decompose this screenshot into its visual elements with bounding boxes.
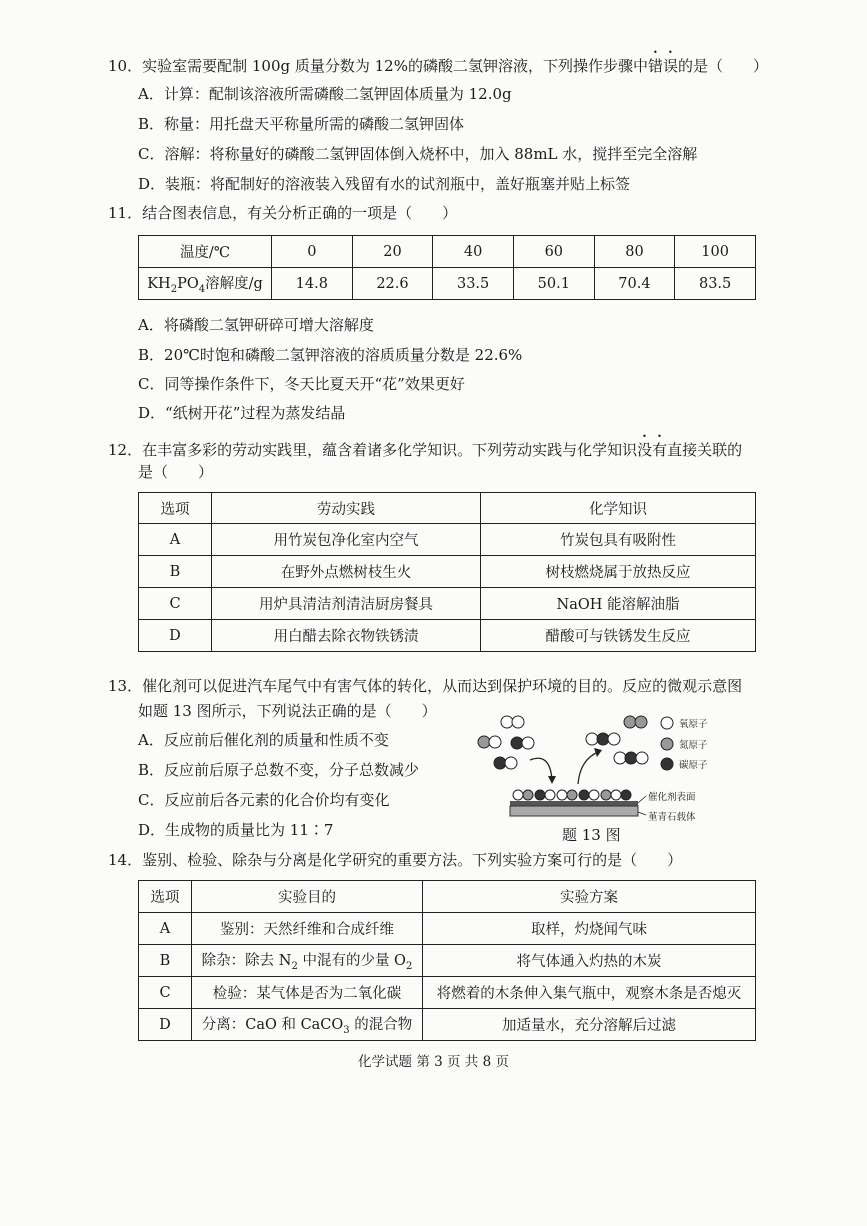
temp-cell: 0 [272,236,353,268]
q10-option-c: C．溶解：将称量好的磷酸二氢钾固体倒入烧杯中，加入 88mL 水，搅拌至完全溶解 [138,145,698,163]
q13-option-a: A．反应前后催化剂的质量和性质不变 [138,731,389,749]
solubility-cell: 14.8 [272,268,353,300]
question-14-stem: 14．鉴别、检验、除杂与分离是化学研究的重要方法。下列实验方案可行的是（ ） [108,851,683,869]
label-carrier: 堇青石载体 [648,812,696,823]
header-option: 选项 [139,493,212,524]
legend-carbon: 碳原子 [679,760,708,771]
table-row: C 用炉具清洁剂清洁厨房餐具 NaOH 能溶解油脂 [139,588,756,620]
temp-cell: 60 [513,236,594,268]
question-13-stem-line2: 如题 13 图所示，下列说法正确的是（ ） [138,702,437,720]
q10-option-a: A．计算：配制该溶液所需磷酸二氢钾固体质量为 12.0g [138,85,512,103]
temperature-header: 温度/℃ [139,236,272,268]
table-row: D 用白醋去除衣物铁锈渍 醋酸可与铁锈发生反应 [139,620,756,652]
temp-cell: 40 [433,236,514,268]
q11-option-a: A．将磷酸二氢钾研碎可增大溶解度 [138,316,374,334]
solubility-cell: 83.5 [675,268,756,300]
page-footer: 化学试题 第 3 页 共 8 页 [358,1054,509,1070]
label-catalyst-surface: 催化剂表面 [648,792,696,803]
header-purpose: 实验目的 [192,881,423,913]
table-row: B 在野外点燃树枝生火 树枝燃烧属于放热反应 [139,556,756,588]
question-10-stem: 10．实验室需要配制 100g 质量分数为 12%的磷酸二氢钾溶液，下列操作步骤中错误的是（ ） [108,57,768,75]
question-12-stem: 12．在丰富多彩的劳动实践里，蕴含着诸多化学知识。下列劳动实践与化学知识没有直接关联的 [108,441,743,459]
figure-caption: 题 13 图 [562,826,621,844]
q11-option-c: C．同等操作条件下，冬天比夏天开“花”效果更好 [138,375,465,393]
header-plan: 实验方案 [423,881,756,913]
temp-cell: 20 [352,236,433,268]
table-row: A 用竹炭包净化室内空气 竹炭包具有吸附性 [139,524,756,556]
solubility-cell: 70.4 [594,268,675,300]
figure-13 [470,712,770,847]
question-11-stem: 11．结合图表信息，有关分析正确的一项是（ ） [108,204,458,222]
table-row: C 检验：某气体是否为二氧化碳 将燃着的木条伸入集气瓶中，观察木条是否熄灭 [139,977,756,1009]
question-13-stem: 13．催化剂可以促进汽车尾气中有害气体的转化，从而达到保护环境的目的。反应的微观示意图 [108,677,743,695]
emphasis-text: 没有 [637,441,668,459]
q13-option-b: B．反应前后原子总数不变，分子总数减少 [138,761,420,779]
q10-option-b: B．称量：用托盘天平称量所需的磷酸二氢钾固体 [138,115,465,133]
temp-cell: 100 [675,236,756,268]
table-row: A 鉴别：天然纤维和合成纤维 取样，灼烧闻气味 [139,913,756,945]
header-knowledge: 化学知识 [481,493,756,524]
emphasis-text: 错误 [647,57,678,75]
legend-oxygen: 氧原子 [679,719,708,730]
temp-cell: 80 [594,236,675,268]
solubility-header: $KH_2PO_4$溶解度/g [139,268,272,300]
experiment-table [138,880,756,1041]
solubility-cell: 50.1 [513,268,594,300]
q11-option-d: D．“纸树开花”过程为蒸发结晶 [138,404,346,422]
q10-option-d: D．装瓶：将配制好的溶液装入残留有水的试剂瓶中，盖好瓶塞并贴上标签 [138,175,631,193]
legend-nitrogen: 氮原子 [679,740,708,751]
reaction-micro-diagram [470,712,770,822]
q13-option-c: C．反应前后各元素的化合价均有变化 [138,791,390,809]
solubility-cell: 33.5 [433,268,514,300]
header-option: 选项 [139,881,192,913]
solubility-table [138,235,756,300]
question-12-stem-line2: 是（ ） [138,463,214,481]
table-row: B 除杂：除去 $N_2$ 中混有的少量 $O_2$ 将气体通入灼热的木炭 [139,945,756,977]
q13-option-d: D．生成物的质量比为 11∶7 [138,821,334,839]
labor-practice-table [138,492,756,652]
q11-option-b: B．20℃时饱和磷酸二氢钾溶液的溶质质量分数是 22.6% [138,346,523,364]
solubility-cell: 22.6 [352,268,433,300]
table-row: D 分离：CaO 和 CaCO$_3$ 的混合物 加适量水，充分溶解后过滤 [139,1009,756,1041]
header-practice: 劳动实践 [212,493,481,524]
